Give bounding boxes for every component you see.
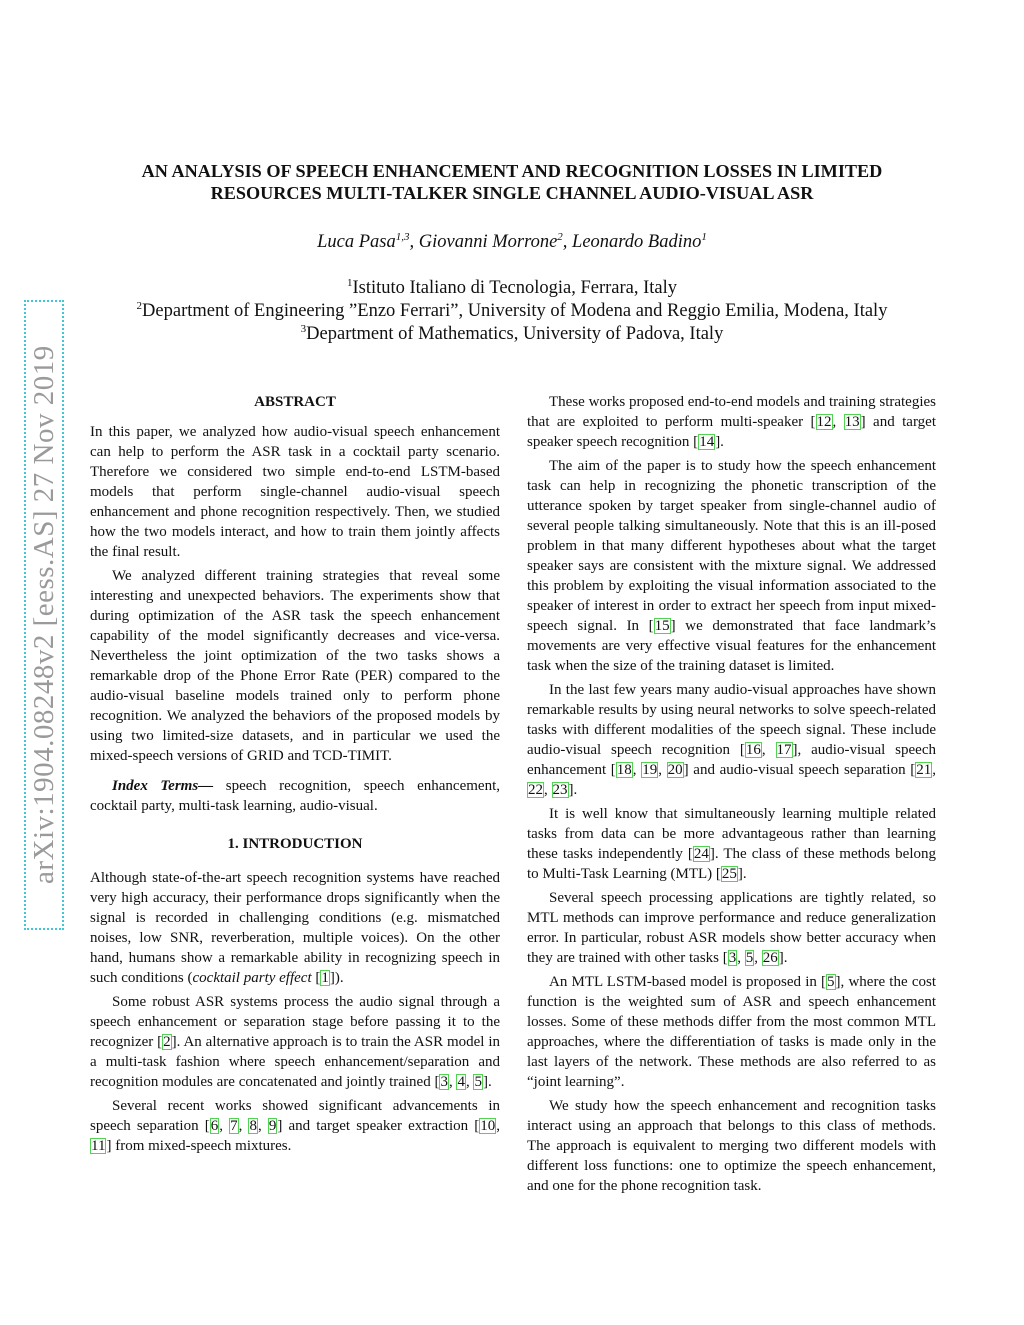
citation-link[interactable]: 12: [816, 414, 832, 430]
citation-link[interactable]: 11: [91, 1138, 106, 1154]
title-line-2: RESOURCES MULTI-TALKER SINGLE CHANNEL AUDIO-VISUAL ASR: [210, 183, 814, 203]
citation-link[interactable]: 18: [616, 762, 632, 778]
citation-link[interactable]: 6: [210, 1118, 219, 1134]
affiliation: $^1$Istituto Italiano di Tecnologia, Ferrara, Italy: [346, 276, 678, 298]
citation-link[interactable]: 15: [654, 618, 670, 634]
affiliation: $^2$Department of Engineering ”Enzo Ferrari”, University of Modena and Reggio Emilia, Modena, Italy: [136, 299, 888, 321]
author-sup: 1,3: [395, 230, 410, 243]
citation-link[interactable]: 23: [552, 782, 568, 798]
abstract-heading: ABSTRACT: [254, 394, 336, 410]
citation-link[interactable]: 5: [474, 1074, 482, 1090]
affiliation: $^3$Department of Mathematics, University of Padova, Italy: [300, 322, 724, 344]
intro-heading: 1. INTRODUCTION: [227, 836, 363, 852]
citation-link[interactable]: 1: [321, 970, 329, 986]
citation-link[interactable]: 16: [745, 742, 761, 758]
abstract-paragraph: We analyzed different training strategies that reveal some interesting and unexpected behaviors. The experiments show that during optimization of the ASR task the speech enhancement capability of the model significantly decreases and vice-versa. Nevertheless the joint optimization of the two tasks shows a remarkable drop of the Phone Error Rate (PER) compared to the audio-visual baseline models trained only to perform phone recognition. We analyzed the behaviors of the proposed models by using two limited-size datasets, and in particular we used the mixed-speech versions of GRID and TCD-TIMIT.: [90, 568, 500, 764]
author-list: Luca Pasa$^{1,3}$, Giovanni Morrone$^2$, Leonardo Badino$^1$: [317, 230, 707, 252]
author-name: Luca Pasa: [317, 232, 396, 252]
author-name: Giovanni Morrone: [418, 232, 558, 252]
citation-link[interactable]: 24: [693, 846, 709, 862]
intro-paragraph: Although state-of-the-art speech recognition systems have reached very high accuracy, their performance drops significantly when the signal is recorded in challenging conditions (e.g. mismatched noises, low SNR, reverberation, multiple voices). On the other hand, humans show a remarkable ability in recognizing speech in such conditions (cocktail party effect [1]).: [90, 870, 500, 986]
citation-link[interactable]: 17: [776, 742, 792, 758]
intro-paragraph: Several recent works showed significant advancements in speech separation [6, 7, 8, 9] and target speaker extraction [10, 11] from mixed-speech mixtures.: [90, 1098, 500, 1154]
body-paragraph: An MTL LSTM-based model is proposed in [5], where the cost function is the weighted sum of ASR and speech enhancement losses. Some of these methods differ from the most common MTL approaches, where the differentiation of tasks is made only in the last layers of the network. These methods are also referred to as “joint learning”.: [527, 974, 936, 1090]
index-terms-text: speech recognition, speech enhancement, cocktail party, multi-task learning, audio-visual.: [90, 778, 500, 814]
citation-link[interactable]: 22: [528, 782, 543, 798]
body-paragraph: It is well know that simultaneously learning multiple related tasks from data can be more advantageous rather than learning these tasks independently [24]. The class of these methods belong to Multi-Task Learning (MTL) [25].: [527, 806, 936, 882]
author-sup: 2: [557, 230, 563, 243]
citation-link[interactable]: 5: [745, 950, 754, 966]
citation-link[interactable]: 19: [642, 762, 658, 778]
author-name: Leonardo Badino: [572, 232, 702, 252]
body-paragraph: Several speech processing applications are tightly related, so MTL methods can improve performance and reduce generalization error. In particular, robust ASR models show better accuracy when they are trained with other tasks [3, 5, 26].: [527, 890, 936, 966]
citation-link[interactable]: 2: [163, 1034, 171, 1050]
citation-link[interactable]: 10: [480, 1118, 496, 1134]
title-line-1: AN ANALYSIS OF SPEECH ENHANCEMENT AND RECOGNITION LOSSES IN LIMITED: [141, 161, 883, 181]
body-paragraph: The aim of the paper is to study how the speech enhancement task can help in recognizing the phonetic transcription of the utterance spoken by target speaker from single-channel audio of several people talking simultaneously. Note that this is an ill-posed problem in that many different hypotheses about what the target speaker says are consistent with the mixture signal. We addressed this problem by exploiting the visual information associated to the speaker of interest in order to extract her speech from input mixed-speech signal. In [15] we demonstrated that face landmark’s movements are very effective visual features for the enhancement task when the size of the training dataset is limited.: [527, 458, 937, 674]
body-paragraph: In the last few years many audio-visual approaches have shown remarkable results by using neural networks to solve speech-related tasks with different modalities of the speech signal. These include audio-visual speech recognition [16, 17], audio-visual speech enhancement [18, 19, 20] and audio-visual speech separation [21, 22, 23].: [527, 682, 936, 798]
citation-link[interactable]: 9: [268, 1118, 277, 1134]
body-paragraph: We study how the speech enhancement and recognition tasks interact using an approach that belongs to this class of methods. The approach is equivalent to merging two different models with different loss functions: one to optimize the speech enhancement, and one for the phone recognition task.: [527, 1098, 936, 1194]
intro-paragraph: Some robust ASR systems process the audio signal through a speech enhancement or separation stage before passing it to the recognizer [2]. An alternative approach is to train the ASR model in a multi-task fashion where speech enhancement/separation and recognition modules are concatenated and jointly trained [3, 4, 5].: [90, 994, 500, 1090]
affiliation-list: [90, 277, 934, 346]
citation-link[interactable]: 20: [667, 762, 683, 778]
abstract-paragraph: In this paper, we analyzed how audio-visual speech enhancement can help to perform the ASR task in a cocktail party scenario. Therefore we considered two simple end-to-end LSTM-based models that perform single-channel audio-visual speech enhancement and phone recognition respectively. Then, we studied how the two models interact, and how to train them jointly affects the final result.: [90, 424, 500, 560]
index-terms: [90, 776, 500, 816]
citation-link[interactable]: 3: [728, 950, 737, 966]
arxiv-identifier[interactable]: arXiv:1904.08248v2 [eess.AS] 27 Nov 2019: [24, 300, 64, 930]
citation-link[interactable]: 26: [762, 950, 778, 966]
right-column: [527, 392, 936, 1200]
citation-link[interactable]: 13: [844, 414, 860, 430]
citation-link[interactable]: 5: [827, 974, 835, 990]
left-column: [90, 392, 500, 1160]
citation-link[interactable]: 7: [230, 1118, 238, 1134]
citation-link[interactable]: 14: [699, 434, 715, 450]
citation-link[interactable]: 21: [916, 762, 932, 778]
author-sup: 1: [701, 230, 707, 243]
index-terms-label: Index Terms—: [112, 778, 214, 794]
body-paragraph: These works proposed end-to-end models and training strategies that are exploited to perform multi-speaker [12, 13] and target speaker speech recognition [14].: [527, 394, 936, 450]
citation-link[interactable]: 3: [440, 1074, 448, 1090]
citation-link[interactable]: 4: [457, 1074, 465, 1090]
citation-link[interactable]: 8: [249, 1118, 257, 1134]
citation-link[interactable]: 25: [721, 866, 737, 882]
paper-title: [90, 160, 934, 204]
